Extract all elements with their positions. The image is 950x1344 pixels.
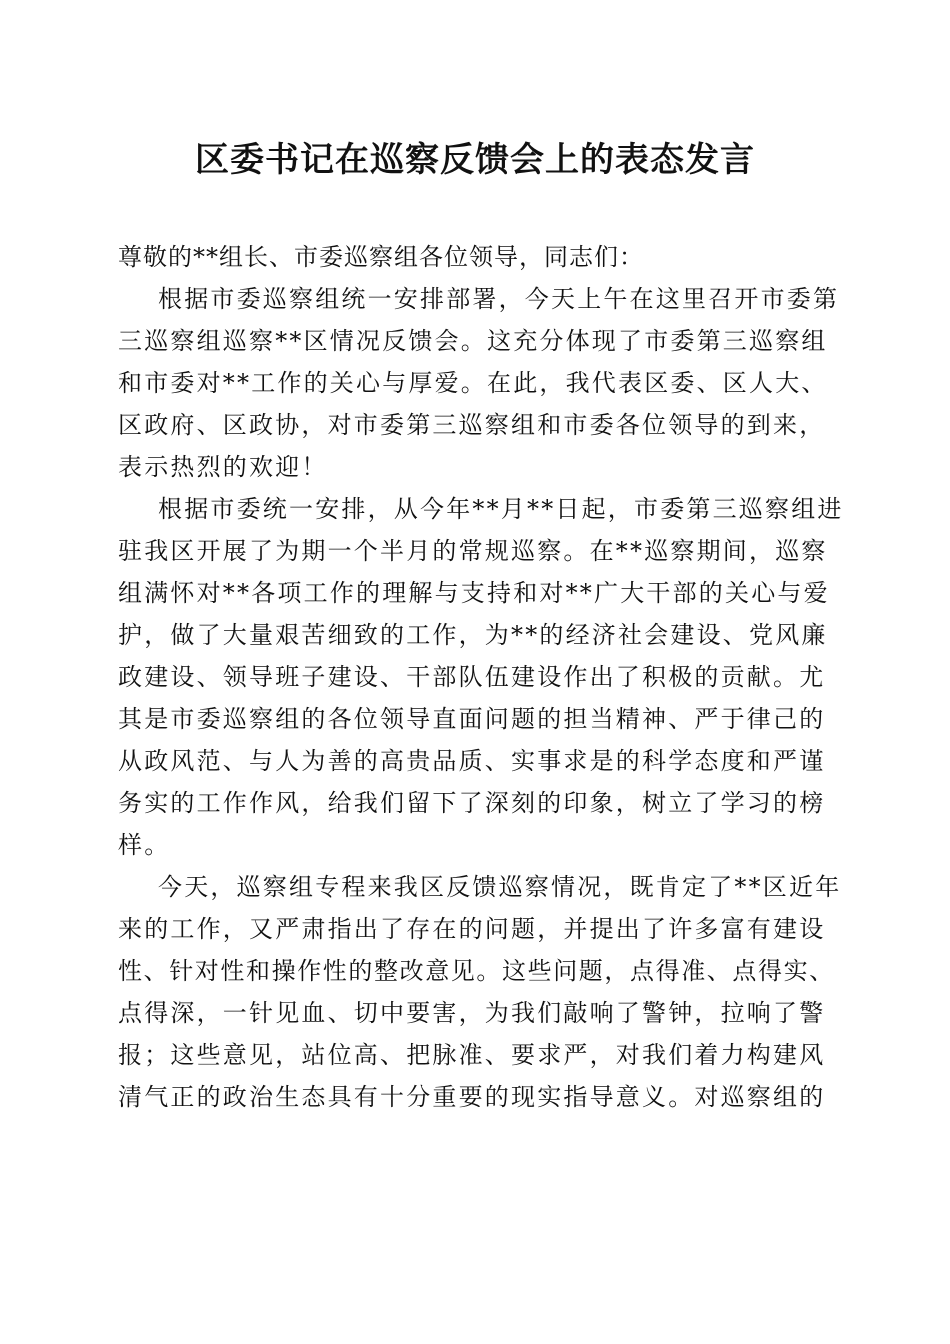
paragraph-line: 点得深，一针见血、切中要害，为我们敲响了警钟，拉响了警 xyxy=(118,999,826,1027)
paragraph-line: 表示热烈的欢迎！ xyxy=(118,453,328,481)
paragraph-line: 今天，巡察组专程来我区反馈巡察情况，既肯定了**区近年 xyxy=(158,873,842,901)
paragraph-line: 样。 xyxy=(118,831,171,859)
paragraph-line: 其是市委巡察组的各位领导直面问题的担当精神、严于律己的 xyxy=(118,705,826,733)
paragraph-line: 组满怀对**各项工作的理解与支持和对**广大干部的关心与爱 xyxy=(118,579,830,607)
paragraph-line: 务实的工作作风，给我们留下了深刻的印象，树立了学习的榜 xyxy=(118,789,826,817)
paragraph-line: 三巡察组巡察**区情况反馈会。这充分体现了市委第三巡察组 xyxy=(118,327,828,355)
document-body xyxy=(118,236,844,1118)
paragraph-line: 和市委对**工作的关心与厚爱。在此，我代表区委、区人大、 xyxy=(118,369,828,397)
paragraph-line: 从政风范、与人为善的高贵品质、实事求是的科学态度和严谨 xyxy=(118,747,826,775)
paragraph-line: 根据市委巡察组统一安排部署，今天上午在这里召开市委第 xyxy=(158,285,840,313)
paragraph-line: 来的工作，又严肃指出了存在的问题，并提出了许多富有建设 xyxy=(118,915,826,943)
paragraph-line: 护，做了大量艰苦细致的工作，为**的经济社会建设、党风廉 xyxy=(118,621,828,649)
paragraph-line: 区政府、区政协，对市委第三巡察组和市委各位领导的到来， xyxy=(118,411,826,439)
paragraph-line: 性、针对性和操作性的整改意见。这些问题，点得准、点得实、 xyxy=(118,957,835,985)
paragraph-line: 报；这些意见，站位高、把脉准、要求严，对我们着力构建风 xyxy=(118,1041,826,1069)
paragraph-line: 政建设、领导班子建设、干部队伍建设作出了积极的贡献。尤 xyxy=(118,663,826,691)
paragraph-line: 根据市委统一安排，从今年**月**日起，市委第三巡察组进 xyxy=(158,495,844,523)
paragraph-2 xyxy=(118,488,844,866)
paragraph-3 xyxy=(118,866,842,1118)
paragraph-line: 驻我区开展了为期一个半月的常规巡察。在**巡察期间，巡察 xyxy=(118,537,828,565)
paragraph-line: 清气正的政治生态具有十分重要的现实指导意义。对巡察组的 xyxy=(118,1083,826,1111)
paragraph-1 xyxy=(118,278,840,488)
salutation: 尊敬的**组长、市委巡察组各位领导，同志们： xyxy=(118,243,644,271)
document-title: 区委书记在巡察反馈会上的表态发言 xyxy=(195,140,755,180)
